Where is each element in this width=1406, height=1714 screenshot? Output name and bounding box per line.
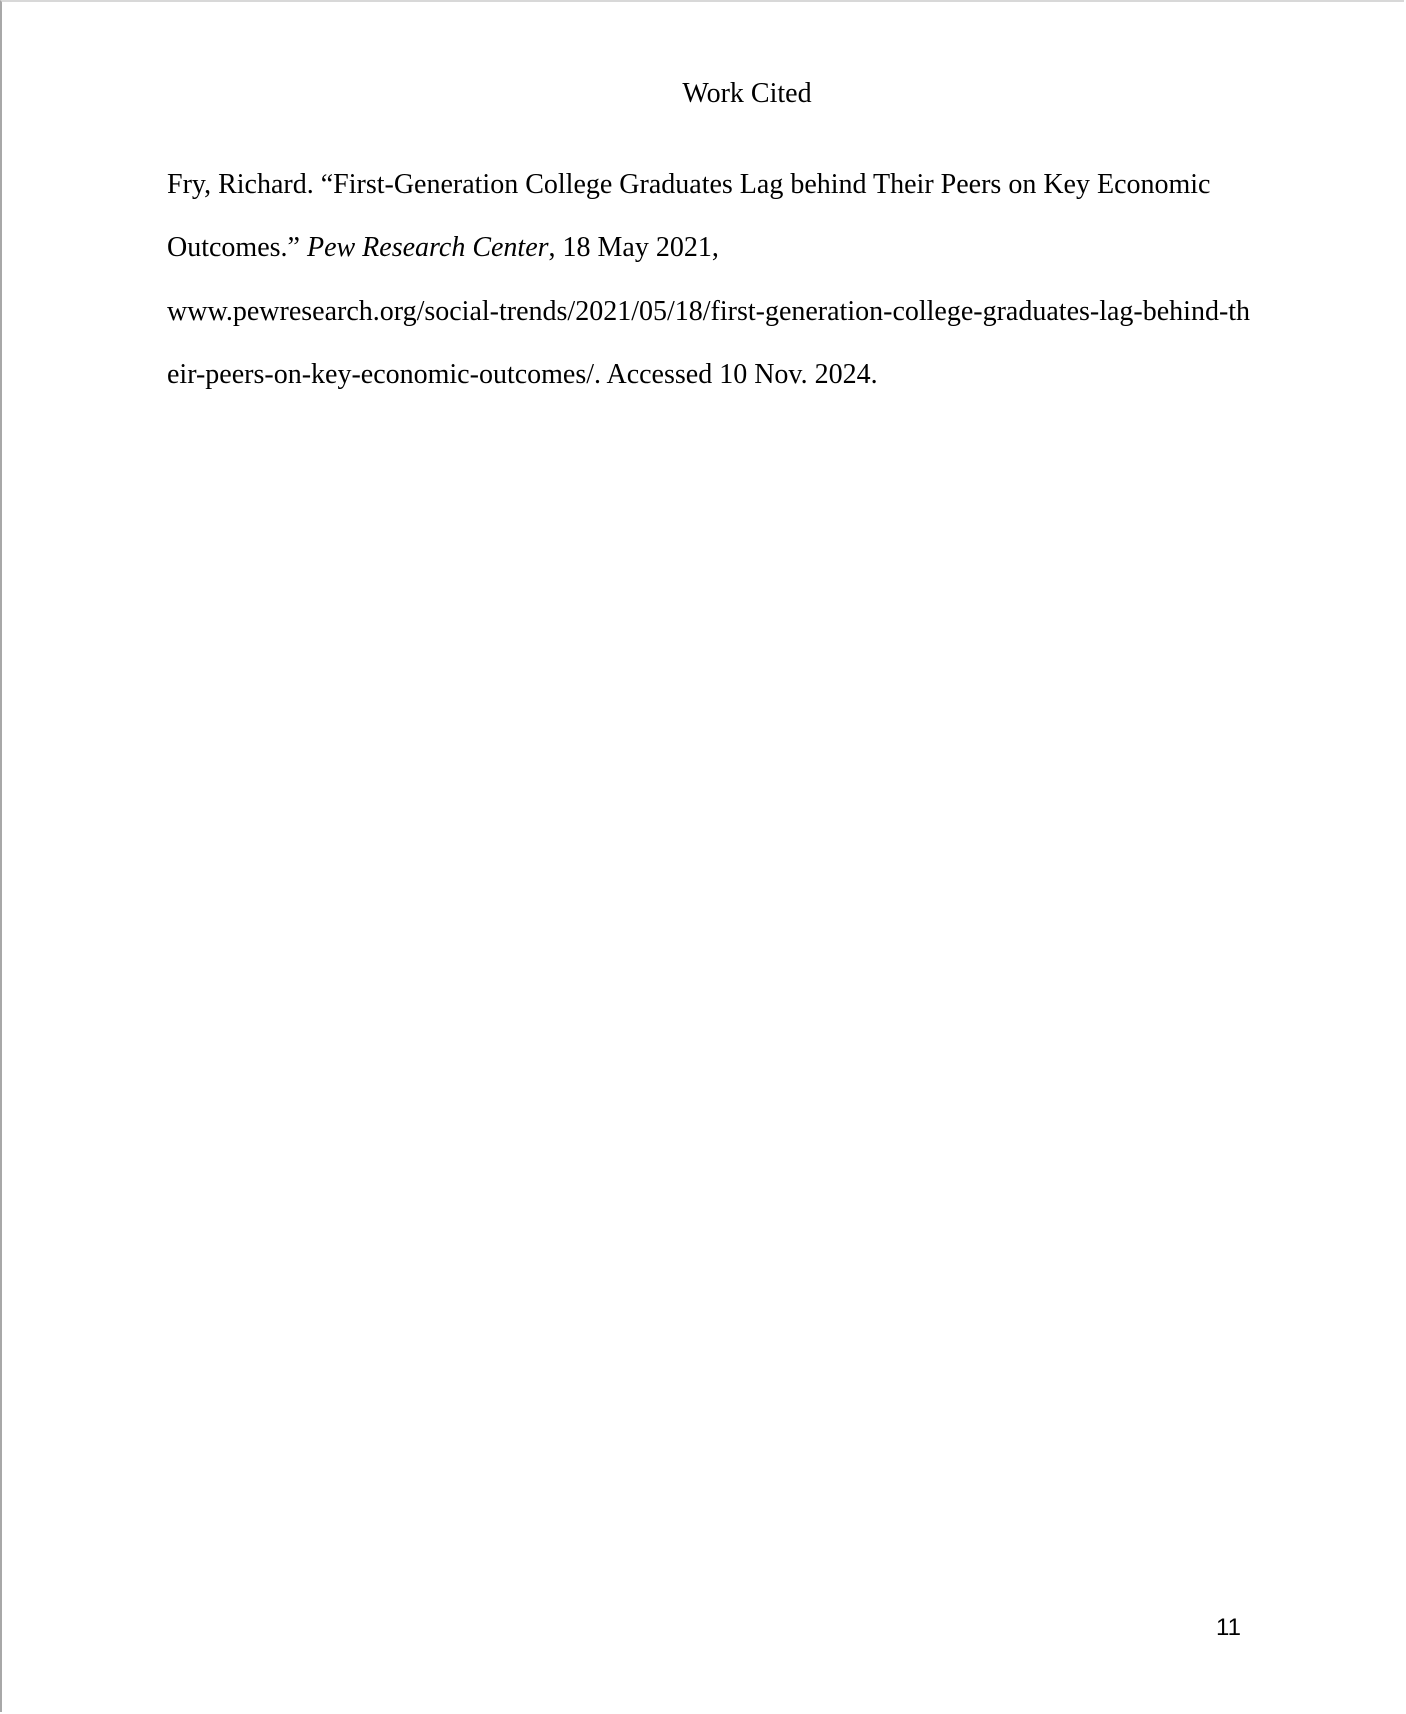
page-title: Work Cited [682,78,812,109]
citation-publication-title: Pew Research Center [306,232,549,263]
citation-line-2-prefix: Outcomes.” [167,232,307,263]
page-number: 11 [1216,1614,1241,1641]
citation-line-2 [167,228,719,268]
citation-url-line: www.pewresearch.org/social-trends/2021/05/18/first-generation-college-graduates-lag-behind-th [167,296,1251,327]
citation-line-4: eir-peers-on-key-economic-outcomes/. Accessed 10 Nov. 2024. [167,359,878,390]
citation-line-1: Fry, Richard. “First-Generation College Graduates Lag behind Their Peers on Key Economic [167,169,1211,200]
citation-line-2-suffix: , 18 May 2021, [548,232,719,263]
